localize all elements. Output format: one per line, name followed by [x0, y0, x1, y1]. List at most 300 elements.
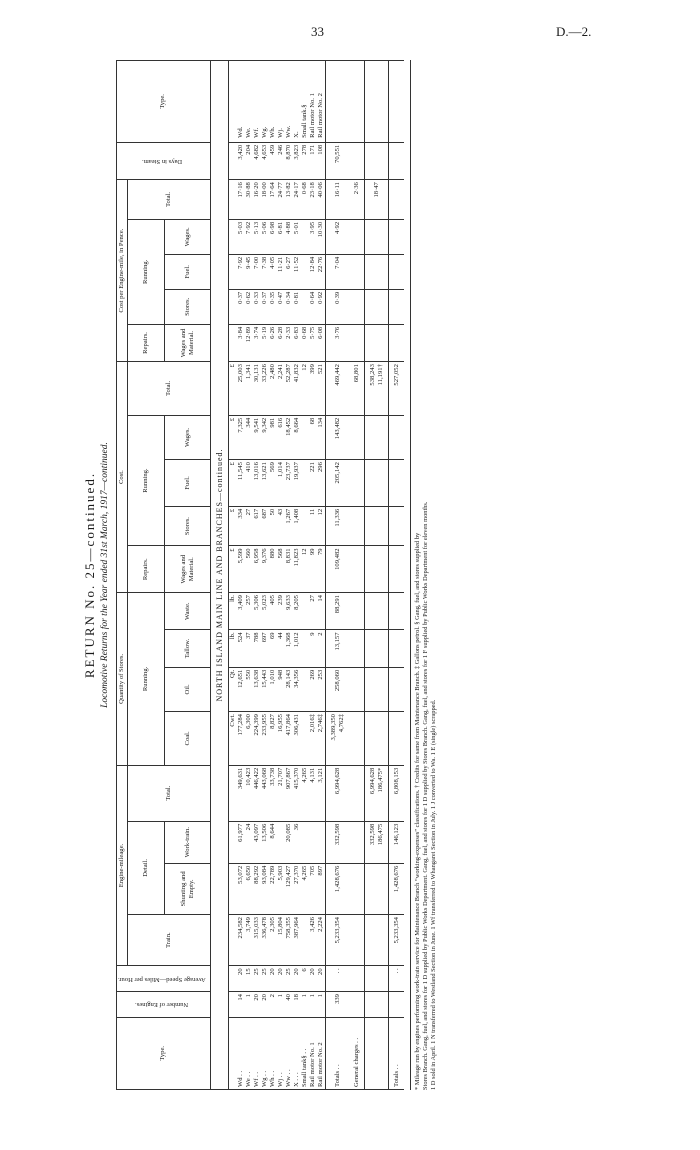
cell-ptotal: 18·00	[261, 180, 269, 220]
subtotal-waste	[364, 593, 388, 630]
row-type-name: Rail motor No. 2	[316, 1042, 324, 1087]
row-type-name: Small tank§	[300, 1055, 308, 1087]
leader-dots: . . .	[292, 1072, 300, 1083]
cell-shunt: 705	[309, 863, 317, 914]
cell-ctotal: 12	[301, 362, 309, 416]
cell-prep: 6·28	[277, 324, 285, 361]
cell-pfuel: 12·84	[309, 254, 317, 289]
cell-total: 33,738	[269, 765, 277, 821]
cell-wages	[301, 415, 309, 459]
cell-pstores: 0·37	[261, 289, 269, 324]
total-spd: . .	[325, 966, 349, 992]
subtotal-ptotal	[364, 180, 388, 220]
col-pence-repairs: Repairs.	[128, 324, 165, 361]
cell-stores: 12	[317, 506, 326, 546]
cell-train: 3,426	[309, 915, 317, 966]
empty-cell	[388, 61, 404, 143]
cell-tallow: 9	[309, 630, 317, 667]
cell-pwages: 5·06	[261, 219, 269, 254]
cell-wages: 9,541	[253, 415, 261, 459]
cell-oil: 15,443	[261, 667, 269, 711]
subtotal-oil	[364, 667, 388, 711]
cell-shunt: 4,265	[301, 863, 309, 914]
cell-stores: 1,267	[285, 506, 293, 546]
row-type-label	[293, 1017, 301, 1089]
cell-pfuel: 22·76	[317, 254, 326, 289]
general-tallow	[349, 630, 365, 667]
subtotal-rep	[364, 546, 388, 593]
cell-spd: 20	[237, 966, 245, 992]
cell-waste: 5,023	[261, 593, 269, 630]
rotated-table-block	[80, 60, 540, 1090]
cell-tallow: 524	[237, 630, 245, 667]
col-cost-running: Running.	[128, 415, 165, 546]
cell-pfuel	[301, 254, 309, 289]
cell-train: 2,305	[269, 915, 277, 966]
col-repairs: Repairs.	[128, 546, 165, 593]
cell-days: 459	[269, 142, 277, 179]
cell-fuel	[301, 460, 309, 507]
cell-waste: 14	[317, 593, 326, 630]
col-detail: Detail.	[128, 821, 165, 914]
cell-pstores: 0·33	[253, 289, 261, 324]
cell-work	[277, 821, 285, 863]
grand-total: 6,808,153	[388, 765, 404, 821]
cell-shunt: 897	[317, 863, 326, 914]
cell-n: 20	[261, 992, 269, 1018]
cell-waste: 27	[309, 593, 317, 630]
total-fuel: 205,142	[325, 460, 349, 507]
leader-dots: . .	[268, 1070, 276, 1078]
cell-work	[317, 821, 326, 863]
cell-waste	[301, 593, 309, 630]
cell-n: 1	[245, 992, 253, 1018]
subtotal-days	[364, 142, 388, 179]
grand-rep	[388, 546, 404, 593]
total-shunt: 1,428,676	[325, 863, 349, 914]
total-wages: 143,482	[325, 415, 349, 459]
cell-tallow: 788	[253, 630, 261, 667]
total-pfuel: 7·04	[325, 254, 349, 289]
row-type-name: Wd	[236, 1077, 244, 1087]
general-coal	[349, 712, 365, 766]
grand-prep	[388, 324, 404, 361]
col-cost-per-mile: Cost per Engine-mile, in Pence.	[117, 180, 128, 362]
col-oil: Oil.	[165, 667, 210, 711]
subtotal-prep	[364, 324, 388, 361]
subtotal-total	[364, 765, 388, 821]
cell-pwages	[301, 219, 309, 254]
grand-fuel	[388, 460, 404, 507]
cell-ptotal: 30·88	[245, 180, 253, 220]
row-type-name: X	[292, 1082, 300, 1087]
cell-ctotal: 399	[309, 362, 317, 416]
section-header-row	[210, 61, 228, 1090]
general-wages	[349, 415, 365, 459]
row-type-name: We	[244, 1078, 252, 1087]
row-type-name: General charges	[352, 1044, 360, 1087]
cell-pstores: 0·35	[269, 289, 277, 324]
leader-dots: . .	[244, 1071, 252, 1079]
total-days: 70,551	[325, 142, 349, 179]
cell-stores: 50	[269, 506, 277, 546]
row-type-name: Rail motor No. 1	[308, 1042, 316, 1087]
subtotal-value: 18·47	[372, 182, 380, 198]
leader-dots: . .	[284, 1069, 292, 1076]
cell-pstores: 0·34	[285, 289, 293, 324]
total-pwages: 4·92	[325, 219, 349, 254]
grand-tallow	[388, 630, 404, 667]
cell-stores: 687	[261, 506, 269, 546]
table-row	[245, 61, 253, 1090]
cell-fuel: 221	[309, 460, 317, 507]
cell-ptotal: 17·16	[237, 180, 245, 220]
cell-spd: 20	[317, 966, 326, 992]
row-type-right: Ww.	[285, 61, 293, 143]
cell-prep: 6·08	[317, 324, 326, 361]
cell-ptotal: 24·77	[277, 180, 285, 220]
cell-train: 336,478	[261, 915, 269, 966]
cell-spd: 20	[269, 966, 277, 992]
cell-rep: 6,958	[253, 546, 261, 593]
cell-days: 4,653	[261, 142, 269, 179]
subtotal-shunt	[364, 863, 388, 914]
general-fuel	[349, 460, 365, 507]
general-oil	[349, 667, 365, 711]
locomotive-returns-table	[116, 60, 404, 1090]
cell-wages: 981	[269, 415, 277, 459]
col-coal: Coal.	[165, 712, 210, 766]
cell-fuel: 1,014	[277, 460, 285, 507]
cell-wages: 134	[317, 415, 326, 459]
cell-pstores: 0·37	[237, 289, 245, 324]
cell-prep: 5·75	[309, 324, 317, 361]
cell-pfuel: 7·00	[253, 254, 261, 289]
cell-train: 315,033	[253, 915, 261, 966]
general-pstores	[349, 289, 365, 324]
cell-n: 20	[253, 992, 261, 1018]
total-pstores: 0·39	[325, 289, 349, 324]
table-row	[261, 61, 269, 1090]
cell-spd: 20	[277, 966, 285, 992]
cell-ctotal: 2,480	[269, 362, 277, 416]
cell-prep: 3·84	[237, 324, 245, 361]
subtotal-fuel	[364, 460, 388, 507]
cell-coal: 6,300	[245, 712, 253, 766]
general-stores	[349, 506, 365, 546]
general-pwages	[349, 219, 365, 254]
row-type-name: Wh	[268, 1077, 276, 1087]
subtotal-pstores	[364, 289, 388, 324]
grand-n	[388, 992, 404, 1018]
cell-fuel: 410	[245, 460, 253, 507]
col-pence-running: Running.	[128, 219, 165, 324]
general-train	[349, 915, 365, 966]
cell-fuel: 23,737	[285, 460, 293, 507]
table-row	[309, 61, 317, 1090]
cell-total: 3,121	[317, 765, 326, 821]
cell-coal: 2,016‡	[309, 712, 317, 766]
cell-tallow: 1,368	[285, 630, 293, 667]
cell-wages: 9,342	[261, 415, 269, 459]
unit-money: £	[228, 546, 237, 593]
subtotal-train	[364, 915, 388, 966]
empty-label	[364, 1017, 388, 1089]
cell-oil: 12,651	[237, 667, 245, 711]
col-train: Train.	[128, 915, 211, 966]
units-row	[228, 61, 237, 1090]
cell-wages: 344	[245, 415, 253, 459]
cell-work: 43,097	[253, 821, 261, 863]
cell-tallow: 2	[317, 630, 326, 667]
subtotal-deduction: 11,191†	[376, 364, 384, 386]
cell-ptotal: 16·20	[253, 180, 261, 220]
unit-money: £	[228, 460, 237, 507]
page-number: 33	[311, 24, 324, 39]
grand-oil	[388, 667, 404, 711]
cell-total: 4,265	[301, 765, 309, 821]
col-avg-speed: Average Speed—Miles per Hour.	[117, 966, 211, 992]
subtotal-deduction: 186,475*	[376, 767, 384, 793]
totals-row	[325, 61, 349, 1090]
cell-pfuel: 7·38	[261, 254, 269, 289]
total-rep: 109,482	[325, 546, 349, 593]
cell-n: 1	[277, 992, 285, 1018]
col-stores-running: Running.	[128, 593, 165, 766]
cell-days: 171	[309, 142, 317, 179]
cell-tallow: 69	[269, 630, 277, 667]
cell-stores: 43	[277, 506, 285, 546]
table-row	[277, 61, 285, 1090]
subtotal-ctotal	[364, 362, 388, 416]
cell-oil: 28,143	[285, 667, 293, 711]
cell-shunt: 5,903	[277, 863, 285, 914]
cell-shunt: 22,789	[269, 863, 277, 914]
general-ptotal: 2·36	[349, 180, 365, 220]
row-type-right: Small tank.§	[301, 61, 309, 143]
row-type-label	[277, 1017, 285, 1089]
row-type-name: Totals	[392, 1070, 400, 1087]
return-title: RETURN No. 25—continued.	[82, 471, 97, 679]
col-pence-wages: Wages.	[165, 219, 210, 254]
cell-rep: 12	[301, 546, 309, 593]
row-type-right: Rail motor No. 1	[309, 61, 317, 143]
unit-money: £	[228, 362, 237, 416]
grand-days	[388, 142, 404, 179]
row-type-right: Wd.	[237, 61, 245, 143]
cell-spd: 20	[293, 966, 301, 992]
general-total	[349, 765, 365, 821]
table-row	[253, 61, 261, 1090]
general-waste	[349, 593, 365, 630]
cell-waste: 3,409	[237, 593, 245, 630]
col-mileage-total: Total.	[128, 765, 211, 821]
table-row	[301, 61, 309, 1090]
row-type-name: Wf	[252, 1078, 260, 1087]
document-reference: D.—2.	[556, 24, 592, 39]
cell-pstores: 0·92	[317, 289, 326, 324]
subtotal-wages	[364, 415, 388, 459]
cell-waste: 405	[269, 593, 277, 630]
cell-days: 3,823	[293, 142, 301, 179]
cell-days: 3,420	[237, 142, 245, 179]
col-waste: Waste.	[165, 593, 210, 630]
row-type-label	[309, 1017, 317, 1089]
row-type-label	[325, 1017, 349, 1089]
general-prep	[349, 324, 365, 361]
row-type-label	[261, 1017, 269, 1089]
cell-fuel: 296	[317, 460, 326, 507]
cell-prep: 5·19	[261, 324, 269, 361]
grand-pwages	[388, 219, 404, 254]
leader-dots: . .	[260, 1070, 268, 1078]
footnote-line: 1 D sold in April. 1 N transferred to Westland Section in June. 1 Wf transferred to Whangarei Section in July. 1 J converted to Wa. 1 E (single) scrapped.	[429, 699, 437, 1090]
cell-train: 234,582	[237, 915, 245, 966]
subtotal-value: 332,598	[368, 823, 376, 846]
cell-train	[301, 915, 309, 966]
cell-ctotal: 52,287	[285, 362, 293, 416]
grand-coal	[388, 712, 404, 766]
row-type-label	[269, 1017, 277, 1089]
cell-waste: 8,205	[293, 593, 301, 630]
cell-oil: 550	[245, 667, 253, 711]
grand-ctotal: 527,052	[388, 362, 404, 416]
row-type-label	[237, 1017, 245, 1089]
cell-stores: 1,408	[293, 506, 301, 546]
cell-total: 446,422	[253, 765, 261, 821]
subtotal-tallow	[364, 630, 388, 667]
footnote-line: Stores Branch. Gang, fuel, and stores for 1 D supplied by Public Works Department. Gang, fuel, and stores for 1 D supplied by Stores Branch. Gang, fuel, and stores for 1 F supplied by Public Works Department for eleven months.	[421, 501, 429, 1090]
cell-oil: 13,638	[253, 667, 261, 711]
col-stores: Stores.	[165, 506, 210, 546]
cell-spd: 25	[261, 966, 269, 992]
general-charges-row	[349, 61, 365, 1090]
cell-waste: 239	[277, 593, 285, 630]
cell-coal: 2,746‡	[317, 712, 326, 766]
cell-total: 10,423	[245, 765, 253, 821]
col-pence-wages-material: Wages and Material.	[165, 324, 210, 361]
empty-cell	[325, 61, 349, 143]
cell-coal: 177,284	[237, 712, 245, 766]
grand-train: 5,233,354	[388, 915, 404, 966]
cell-total: 4,131	[309, 765, 317, 821]
total-ctotal: 469,442	[325, 362, 349, 416]
cell-tallow: 1,012	[293, 630, 301, 667]
cell-total: 907,867	[285, 765, 293, 821]
cell-rep: 99	[309, 546, 317, 593]
total-waste: 88,291	[325, 593, 349, 630]
cell-coal: 233,955	[261, 712, 269, 766]
col-cost: Cost.	[117, 362, 128, 593]
col-pence-total: Total.	[128, 180, 211, 220]
cell-ctotal: 1,341	[245, 362, 253, 416]
cell-rep: 568	[277, 546, 285, 593]
cell-spd: 15	[245, 966, 253, 992]
total-oil: 258,060	[325, 667, 349, 711]
cell-ctotal: 33,226	[261, 362, 269, 416]
unit-tallow: lb.	[228, 630, 237, 667]
cell-days: 108	[317, 142, 326, 179]
unit-money: £	[228, 415, 237, 459]
row-type-label	[253, 1017, 261, 1089]
subtotal-pfuel	[364, 254, 388, 289]
cell-tallow	[301, 630, 309, 667]
row-type-label	[301, 1017, 309, 1089]
grand-stores	[388, 506, 404, 546]
cell-coal: 8,827	[269, 712, 277, 766]
cell-pwages: 6·98	[269, 219, 277, 254]
cell-total: 349,631	[237, 765, 245, 821]
cell-work	[309, 821, 317, 863]
cell-spd: 6	[301, 966, 309, 992]
total-ptotal: 16·11	[325, 180, 349, 220]
grand-work: 146,123	[388, 821, 404, 863]
table-row	[285, 61, 293, 1090]
general-shunt	[349, 863, 365, 914]
cell-n: 1	[301, 992, 309, 1018]
table-row	[317, 61, 326, 1090]
cell-waste: 5,306	[253, 593, 261, 630]
cell-n: 2	[269, 992, 277, 1018]
cell-total: 21,707	[277, 765, 285, 821]
cell-spd: 20	[309, 966, 317, 992]
cell-work: 24	[245, 821, 253, 863]
cell-oil: 1,010	[269, 667, 277, 711]
cell-prep: 12·89	[245, 324, 253, 361]
subtotal-deduction: 186,475	[376, 823, 384, 846]
grand-totals-row	[388, 61, 404, 1090]
cell-pwages: 3·95	[309, 219, 317, 254]
cell-coal: 306,431	[293, 712, 301, 766]
subtotal-stores	[364, 506, 388, 546]
empty-cell	[364, 61, 388, 143]
cell-ctotal: 521	[317, 362, 326, 416]
cell-ctotal: 41,832	[293, 362, 301, 416]
grand-ptotal	[388, 180, 404, 220]
cell-pfuel: 11·21	[277, 254, 285, 289]
cell-work: 13,506	[261, 821, 269, 863]
cell-rep: 560	[245, 546, 253, 593]
leader-dots: . .	[236, 1070, 244, 1078]
cell-n: 18	[293, 992, 301, 1018]
footnotes	[410, 60, 438, 1090]
cell-n: 14	[237, 992, 245, 1018]
general-n	[349, 992, 365, 1018]
leader-dots: . .	[392, 1064, 400, 1071]
subtotal-value: 6,994,628	[368, 767, 376, 795]
cell-fuel: 13,016	[253, 460, 261, 507]
col-pence-stores: Stores.	[165, 289, 210, 324]
subtotal-value: 538,243	[368, 364, 376, 386]
cell-ptotal: 17·64	[269, 180, 277, 220]
cell-coal: 16,955	[277, 712, 285, 766]
cell-spd: 25	[285, 966, 293, 992]
cell-train: 3,749	[245, 915, 253, 966]
row-type-label	[349, 1017, 365, 1089]
cell-shunt: 27,370	[293, 863, 301, 914]
cell-days: 204	[245, 142, 253, 179]
cell-total: 415,370	[293, 765, 301, 821]
cell-fuel: 11,545	[237, 460, 245, 507]
cell-prep: 6·83	[293, 324, 301, 361]
cell-spd: 25	[253, 966, 261, 992]
unit-waste: lb.	[228, 593, 237, 630]
cell-prep: 2·33	[285, 324, 293, 361]
cell-work: 61,977	[237, 821, 245, 863]
grand-shunt: 1,428,676	[388, 863, 404, 914]
cell-pfuel: 6·27	[285, 254, 293, 289]
cell-pfuel: 4·05	[269, 254, 277, 289]
